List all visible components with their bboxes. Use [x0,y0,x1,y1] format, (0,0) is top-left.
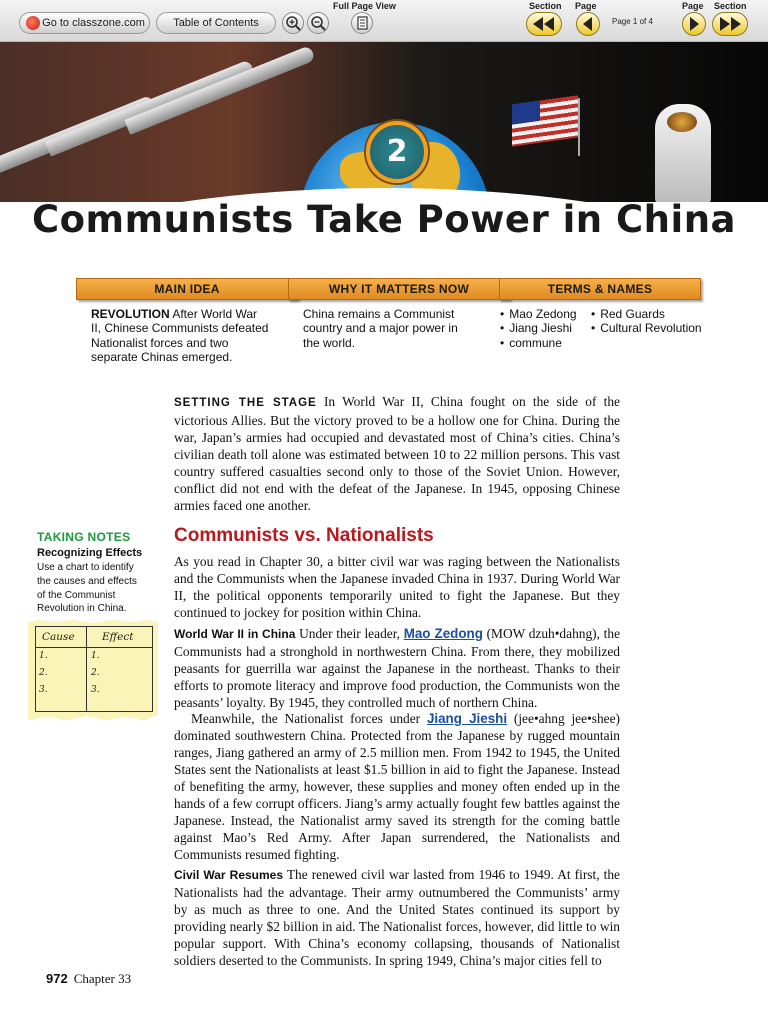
taking-notes-subheading: Recognizing Effects [37,547,143,559]
term-link-mao[interactable]: Mao Zedong [403,626,483,641]
effect-row-number: 2. [91,668,100,678]
prev-section-button[interactable] [526,12,562,36]
ww2-run-head: World War II in China [174,627,296,641]
section-label-left: Section [529,1,562,11]
civil-war-text: The renewed civil war lasted from 1946 to 1949. At first, the Nationalists had the advantage. Their army outnumbered the Communists’ army by as much as three to one. And the United States continued its support by providing nearly $2 billion in aid. The Nationalist forces, however, did little to win popular support. With China’s economy collapsing, thousands of Nationalist soldiers deserted to the Communists. In spring 1949, China’s major cities fell to [174,867,620,968]
zoom-out-button[interactable] [307,12,329,34]
prev-page-button[interactable] [576,12,600,36]
main-idea-header: MAIN IDEA [76,278,298,300]
main-idea-body: After World War II, Chinese Communists defeated Nationalist forces and two separate Chinas emerged. [91,307,269,364]
cause-header: Cause [42,631,75,643]
term-item[interactable]: • Mao Zedong [500,307,577,321]
why-it-matters-text: China remains a Communist country and a major power in the world. [303,307,458,350]
section-number-badge: 2 [366,121,428,183]
page-label-left: Page [575,1,597,11]
terms-names-header: TERMS & NAMES [499,278,701,300]
full-page-view-button[interactable] [351,12,373,34]
cause-row-number: 3. [39,685,48,695]
arrow-right-icon [683,13,705,35]
term-link-jiang[interactable]: Jiang Jieshi [426,711,508,726]
taking-notes-heading: TAKING NOTES [37,530,131,544]
setting-stage-label: SETTING THE STAGE [174,397,317,409]
term-item[interactable]: • commune [500,336,577,350]
missile-graphic [124,45,315,135]
effect-row-number: 1. [91,651,100,661]
classzone-icon [26,16,40,30]
civil-war-run-head: Civil War Resumes [174,868,284,882]
zoom-in-icon [283,13,303,33]
section-label-right: Section [714,1,747,11]
page-label-right: Page [682,1,704,11]
double-arrow-left-icon [527,13,561,35]
double-arrow-right-icon [713,13,747,35]
table-of-contents-button[interactable] [156,12,276,34]
next-section-button[interactable] [712,12,748,36]
full-page-view-label: Full Page View [333,1,396,11]
toc-label: Table of Contents [173,17,259,29]
ww2-text-after: (MOW dzuh•dahng), the Communists had a stronghold in northwestern China. From there, they mobilized peasants for guerrilla war against the Japanese in the northeast. Thanks to their efforts to promote literacy and improve food production, the Communists won the peasants’ loyalty. By 1945, they controlled much of northern China. [174,626,621,710]
main-idea-lead: REVOLUTION [91,307,170,321]
chapter-label: Chapter 33 [73,971,132,986]
classzone-label: Go to classzone.com [42,17,145,29]
zoom-out-icon [308,13,328,33]
zoom-in-button[interactable] [282,12,304,34]
effect-header: Effect [102,631,134,643]
classzone-button[interactable] [19,12,150,34]
us-flag-graphic [512,95,578,146]
jiang-text-before: Meanwhile, the Nationalist forces under [191,711,421,726]
cause-row-number: 1. [39,651,48,661]
toolbar [0,0,768,42]
section-heading: Communists vs. Nationalists [174,525,434,546]
page-title: Communists Take Power in China [31,198,737,241]
ww2-text-before: Under their leader, [299,626,400,641]
term-item[interactable]: • Cultural Revolution [591,321,702,335]
term-item[interactable]: • Jiang Jieshi [500,321,577,335]
effect-row-number: 3. [91,685,100,695]
cause-row-number: 2. [39,668,48,678]
paragraph-intro: As you read in Chapter 30, a bitter civil war was raging between the Nationalists and the Communists when the Japanese invaded China in 1937. During World War II, the political opponents temporarily united to fight the Japanese. But they continued to jockey for position within China. [174,554,620,620]
main-idea-text [91,307,269,364]
cause-effect-chart [35,626,153,712]
arrow-left-icon [577,13,599,35]
terms-list-2 [591,307,702,336]
term-item[interactable]: • Red Guards [591,307,702,321]
page-number: 972 [46,971,68,986]
astronaut-graphic [655,104,711,202]
setting-the-stage [174,393,620,514]
setting-stage-text: In World War II, China fought on the side of the victorious Allies. But the victory proved to be a hollow one for China. During the war, Japan’s armies had occupied and devastated most of China’s cities. China’s civilian death toll alone was estimated between 10 to 22 million persons. This vast country suffered casualties second only to those of the Soviet Union. However, conflict did not end with the defeat of the Japanese. In 1945, opposing Chinese armies faced one another. [174,394,620,513]
flag-pole [578,98,580,156]
taking-notes-text: Use a chart to identify the causes and effects of the Communist Revolution in China. [37,562,137,615]
paragraph-jiang [174,710,620,863]
paragraph-civil-war [174,866,620,969]
terms-list-1 [500,307,577,350]
missile-graphic [45,59,255,156]
why-it-matters-header: WHY IT MATTERS NOW [288,278,510,300]
page-footer [46,971,131,987]
page-count: Page 1 of 4 [612,17,653,26]
next-page-button[interactable] [682,12,706,36]
page-icon [352,13,372,33]
jiang-text-after: (jee•ahng jee•shee) dominated southwestern China. Protected from the Japanese by rugged mountain ranges, Jiang gathered an army of 2.5 million men. From 1942 to 1945, the United States sent the Nationalists at least $1.5 billion in aid to fight the Japanese. Instead of benefiting the army, however, these supplies and money often ended up in the hands of a few corrupt officers. Jiang’s army actually fought few battles against the Japanese. Instead, the Nationalist army saved its strength for the coming battle against Mao’s Red Army. After Japan surrendered, the Nationalists and Communists resumed fighting. [174,711,621,862]
paragraph-ww2 [174,625,620,711]
